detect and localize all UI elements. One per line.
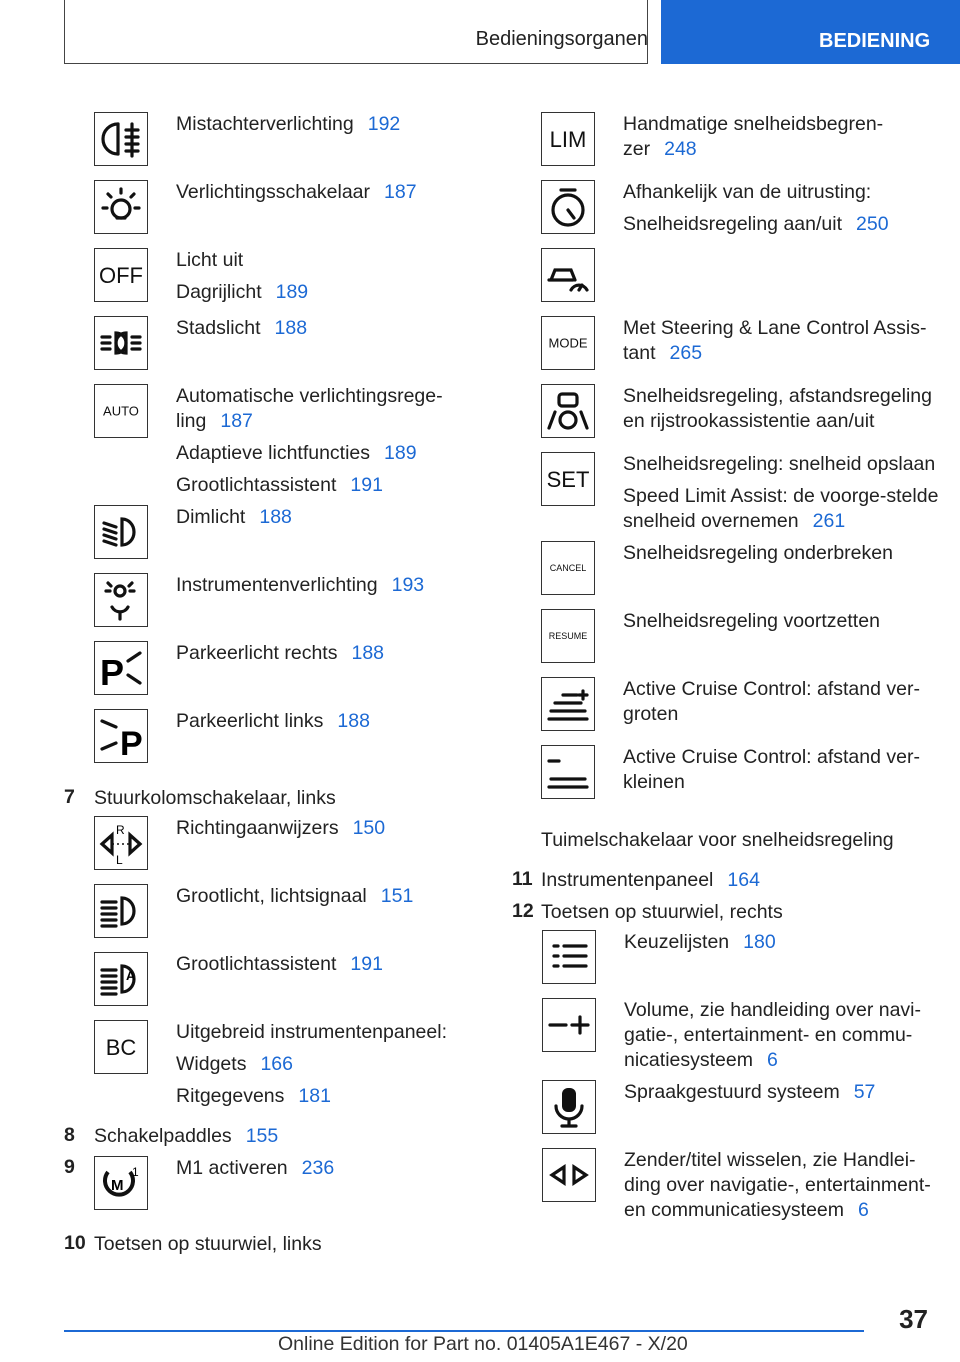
list-item	[541, 316, 941, 384]
page-link[interactable]: 191	[350, 953, 383, 975]
footer-text: Online Edition for Part no. 01405A1E467 - X/20	[278, 1333, 688, 1355]
item-text	[624, 930, 942, 955]
item-line	[623, 609, 941, 634]
svg-text:AUTO: AUTO	[103, 403, 139, 419]
item-8-label: Schakelpaddles	[94, 1125, 232, 1147]
list-item	[94, 884, 474, 952]
chapter-tab[interactable]	[661, 0, 960, 64]
item-line	[624, 1080, 942, 1105]
item-7-number: 7	[64, 786, 75, 808]
item-label: Parkeerlicht rechts	[176, 642, 338, 664]
list-item	[542, 930, 942, 998]
svg-text:P: P	[120, 725, 143, 759]
item-line	[623, 180, 941, 205]
page-link[interactable]: 187	[220, 410, 253, 432]
page-link[interactable]: 189	[384, 442, 417, 464]
list-item	[94, 816, 474, 884]
item-label: Ritgegevens	[176, 1085, 285, 1107]
page-link[interactable]: 150	[352, 817, 386, 839]
item-text	[176, 112, 474, 137]
microphone-icon	[542, 1080, 596, 1134]
page-link[interactable]: 188	[274, 317, 308, 339]
item-line	[623, 745, 941, 795]
item-line	[624, 930, 942, 955]
volume-icon	[542, 998, 596, 1052]
svg-text:BC: BC	[105, 1034, 137, 1060]
low-beam-icon	[94, 505, 148, 559]
page-link[interactable]: 188	[337, 710, 370, 732]
item-text	[624, 998, 942, 1073]
page-link[interactable]: 151	[380, 885, 414, 907]
page-link[interactable]: 189	[275, 281, 309, 303]
item-line	[176, 884, 474, 909]
item-line	[176, 280, 474, 305]
item-label: Snelheidsregeling voortzetten	[623, 610, 880, 632]
item-text	[623, 609, 941, 634]
item-text	[624, 1080, 942, 1105]
item-label: Snelheidsregeling, afstandsregeling en rijstrookassistentie aan/uit	[623, 385, 932, 432]
item-text	[176, 505, 474, 530]
auto-icon	[94, 384, 148, 438]
item-10-label: Toetsen op stuurwiel, links	[94, 1233, 322, 1255]
bc-icon	[94, 1020, 148, 1074]
item-line	[176, 248, 474, 273]
item-line	[176, 505, 474, 530]
item-line	[623, 484, 941, 534]
item-label: Afhankelijk van de uitrusting:	[623, 181, 872, 203]
item-7-label: Stuurkolomschakelaar, links	[94, 787, 336, 809]
station-switch-icon	[542, 1148, 596, 1202]
list-item	[541, 452, 941, 534]
item-line	[623, 112, 941, 162]
item-7-list	[94, 816, 474, 1116]
svg-text:OFF: OFF	[99, 262, 143, 288]
list-item	[94, 505, 474, 573]
list-item	[541, 248, 941, 316]
left-column	[94, 112, 474, 777]
list-item	[94, 316, 474, 384]
distance-minus-icon	[541, 745, 595, 799]
page-link[interactable]: 248	[664, 138, 697, 160]
item-line	[623, 212, 941, 237]
item-line	[624, 1148, 942, 1223]
list-item	[94, 709, 474, 777]
rocker-switch-label: Tuimelschakelaar voor snelheidsregeling	[541, 829, 894, 851]
svg-text:SET: SET	[546, 466, 590, 492]
item-text	[176, 816, 474, 841]
parking-light-right-icon	[94, 641, 148, 695]
list-item	[94, 573, 474, 641]
item-8-page-link[interactable]: 155	[245, 1125, 279, 1147]
page-link[interactable]: 193	[391, 574, 425, 596]
item-11-label: Instrumentenpaneel	[541, 869, 714, 891]
high-beam-icon	[94, 884, 148, 938]
item-label: Verlichtingsschakelaar	[176, 181, 371, 203]
list-item	[541, 384, 941, 452]
footer-rule	[64, 1330, 864, 1332]
cancel-icon	[541, 541, 595, 595]
page-link[interactable]: 191	[350, 474, 383, 496]
item-line	[176, 709, 474, 734]
page-link[interactable]: 265	[669, 342, 703, 364]
item-9-number: 9	[64, 1156, 75, 1178]
item-label: Snelheidsregeling: snelheid opslaan	[623, 453, 936, 475]
page-link[interactable]: 6	[766, 1049, 778, 1071]
section-title: Bedieningsorganen	[475, 28, 648, 50]
list-icon	[542, 930, 596, 984]
list-item	[541, 112, 941, 180]
page-link[interactable]: 57	[853, 1081, 876, 1103]
list-item	[94, 1020, 474, 1109]
item-line	[176, 473, 474, 498]
svg-text:M: M	[111, 1177, 124, 1194]
item-line	[176, 384, 474, 434]
fog-light-icon	[94, 112, 148, 166]
high-beam-assistant-icon	[94, 952, 148, 1006]
page-link[interactable]: 250	[856, 213, 889, 235]
item-label: Grootlichtassistent	[176, 474, 337, 496]
set-icon	[541, 452, 595, 506]
list-item	[541, 677, 941, 745]
item-text	[176, 884, 474, 909]
list-item	[541, 541, 941, 609]
item-line	[623, 384, 941, 434]
item-11-number: 11	[512, 868, 533, 890]
svg-text:MODE: MODE	[548, 335, 588, 351]
right-column	[541, 112, 941, 813]
item-label: Adaptieve lichtfuncties	[176, 442, 371, 464]
item-label: Snelheidsregeling onderbreken	[623, 542, 893, 564]
parking-light-left-icon	[94, 709, 148, 763]
item-label: Active Cruise Control: afstand ver-groten	[623, 678, 920, 725]
item-9	[94, 1156, 474, 1194]
item-text	[176, 952, 474, 977]
svg-text:L: L	[116, 853, 123, 866]
item-text	[623, 112, 941, 162]
item-line	[624, 998, 942, 1073]
off-icon	[94, 248, 148, 302]
list-item	[94, 180, 474, 248]
m1-icon	[94, 1156, 148, 1210]
svg-text:CANCEL: CANCEL	[549, 563, 587, 574]
list-item	[94, 112, 474, 180]
item-text	[623, 384, 941, 434]
light-switch-icon	[94, 180, 148, 234]
resume-icon	[541, 609, 595, 663]
item-9-page-link[interactable]: 236	[301, 1157, 335, 1179]
item-label: Handmatige snelheidsbegren-zer	[623, 113, 884, 160]
item-label: Parkeerlicht links	[176, 710, 324, 732]
svg-text:R: R	[116, 823, 125, 837]
item-label: Dagrijlicht	[176, 281, 262, 303]
item-text	[176, 248, 474, 305]
item-label: Stadslicht	[176, 317, 261, 339]
page-link[interactable]: 180	[743, 931, 776, 953]
item-line	[623, 541, 941, 566]
item-text	[176, 384, 474, 498]
item-text	[176, 641, 474, 666]
item-text	[623, 180, 941, 237]
item-label: Snelheidsregeling aan/uit	[623, 213, 842, 235]
instrument-lighting-icon	[94, 573, 148, 627]
item-label: Licht uit	[176, 249, 244, 271]
item-label: Uitgebreid instrumentenpaneel:	[176, 1021, 448, 1043]
item-8-text	[94, 1124, 278, 1149]
item-line	[176, 952, 474, 977]
item-text	[176, 573, 474, 598]
item-label: Keuzelijsten	[624, 931, 730, 953]
item-12-list	[542, 930, 942, 1230]
item-label: Grootlicht, lichtsignaal	[176, 885, 367, 907]
list-item	[541, 609, 941, 677]
svg-text:P: P	[100, 652, 125, 691]
item-line	[176, 112, 474, 137]
item-line	[176, 441, 474, 466]
list-item	[541, 180, 941, 248]
item-text	[624, 1148, 942, 1223]
page-link[interactable]: 6	[858, 1199, 869, 1221]
list-item	[541, 745, 941, 813]
page-number: 37	[899, 1304, 928, 1334]
item-11-page-link[interactable]: 164	[727, 869, 760, 891]
item-12-number: 12	[512, 900, 534, 922]
side-light-icon	[94, 316, 148, 370]
item-line	[176, 316, 474, 341]
item-label: Speed Limit Assist: de voorge-stelde snelheid overnemen	[623, 485, 939, 532]
item-line	[176, 1020, 474, 1045]
list-item	[542, 1080, 942, 1148]
page-link[interactable]: 187	[384, 181, 417, 203]
item-12-label: Toetsen op stuurwiel, rechts	[541, 901, 783, 923]
svg-text:1: 1	[132, 1165, 139, 1179]
item-label: Met Steering & Lane Control Assis-tant	[623, 317, 927, 364]
list-item	[542, 998, 942, 1073]
mode-icon	[541, 316, 595, 370]
item-line	[623, 452, 941, 477]
page-link[interactable]: 188	[351, 642, 385, 664]
list-item	[94, 641, 474, 709]
item-text	[176, 180, 474, 205]
item-label: Widgets	[176, 1053, 247, 1075]
cruise-icon	[541, 180, 595, 234]
distance-plus-icon	[541, 677, 595, 731]
page-link[interactable]: 261	[812, 510, 846, 532]
item-line	[176, 180, 474, 205]
item-label: Grootlichtassistent	[176, 953, 337, 975]
item-label: Automatische verlichtingsrege-ling	[176, 385, 443, 432]
item-text	[623, 677, 941, 727]
item-label: Instrumentenverlichting	[176, 574, 378, 596]
item-9-label: M1 activeren	[176, 1157, 288, 1179]
item-label: Dimlicht	[176, 506, 246, 528]
chapter-tab-label: BEDIENING	[819, 30, 931, 52]
item-line	[623, 316, 941, 366]
item-label: Active Cruise Control: afstand ver-kleinen	[623, 746, 920, 793]
page-link[interactable]: 192	[367, 113, 401, 135]
item-11-text	[541, 868, 760, 893]
list-item	[94, 384, 474, 498]
item-line	[176, 816, 474, 841]
item-text	[176, 709, 474, 734]
item-label: Richtingaanwijzers	[176, 817, 339, 839]
item-label: Spraakgestuurd systeem	[624, 1081, 840, 1103]
item-line	[176, 573, 474, 598]
item-8-number: 8	[64, 1124, 75, 1146]
item-10-number: 10	[64, 1232, 86, 1254]
item-line	[176, 1084, 474, 1109]
item-label: Zender/titel wisselen, zie Handlei-ding over navigatie-, entertainment-en communicatiesysteem	[624, 1149, 931, 1221]
item-line	[176, 641, 474, 666]
page-link[interactable]: 181	[298, 1085, 331, 1107]
item-text	[176, 316, 474, 341]
turn-signal-icon	[94, 816, 148, 870]
page-link[interactable]: 188	[259, 506, 292, 528]
item-text	[623, 316, 941, 366]
list-item	[94, 248, 474, 316]
item-label: Mistachterverlichting	[176, 113, 354, 135]
item-label: Volume, zie handleiding over navi-gatie-, entertainment- en commu-nicatiesysteem	[624, 999, 922, 1071]
svg-text:A: A	[126, 968, 136, 983]
item-text	[623, 452, 941, 534]
item-line	[623, 677, 941, 727]
lim-icon	[541, 112, 595, 166]
item-line	[176, 1052, 474, 1077]
item-text	[623, 541, 941, 566]
list-item	[542, 1148, 942, 1223]
page-link[interactable]: 166	[260, 1053, 293, 1075]
cruise-car-icon	[541, 248, 595, 302]
item-text	[176, 1020, 474, 1109]
svg-text:LIM: LIM	[549, 126, 587, 152]
list-item	[94, 952, 474, 1020]
item-text	[623, 745, 941, 795]
svg-text:RESUME: RESUME	[548, 631, 588, 642]
lane-assist-icon	[541, 384, 595, 438]
